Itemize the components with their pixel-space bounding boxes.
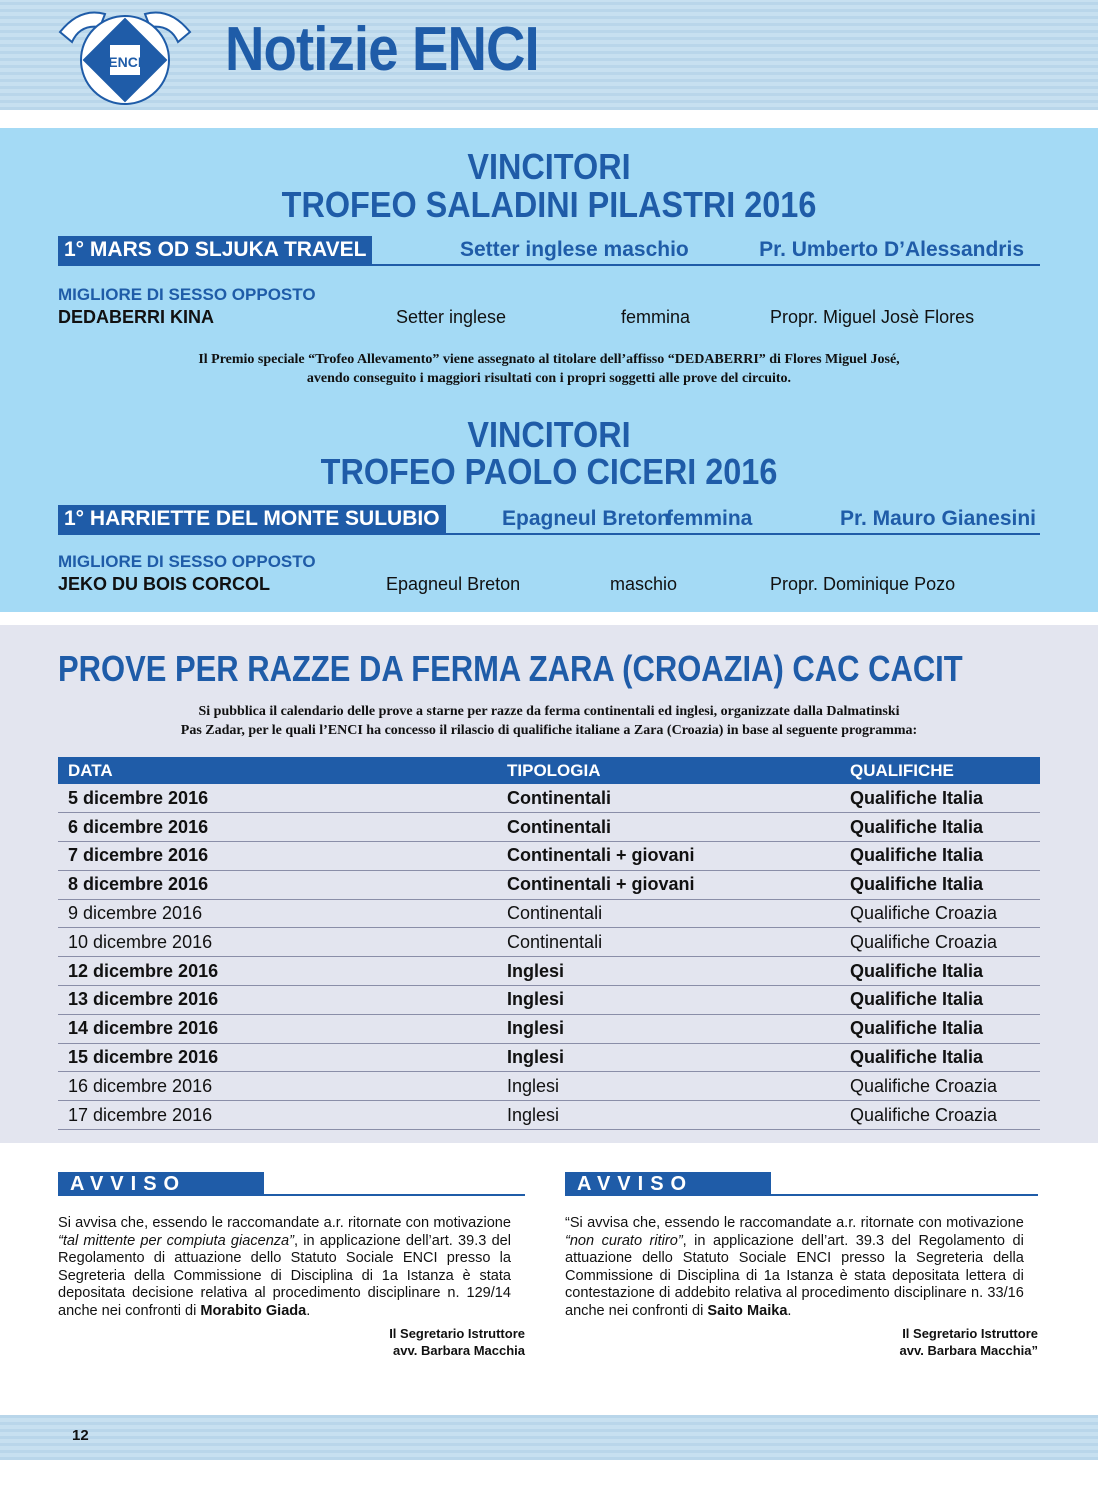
sig-role: Il Segretario Istruttore	[389, 1326, 525, 1341]
prove-intro	[0, 702, 1098, 740]
avviso-title: AVVISO	[565, 1172, 771, 1196]
intro-line-2: Pas Zadar, per le quali l’ENCI ha concesso il rilascio di qualifiche italiane a Zara (Croazia) in base al seguente programma:	[180, 723, 918, 738]
body-end: .	[306, 1301, 311, 1319]
page-footer	[0, 1415, 1098, 1460]
cell-data: 6 dicembre 2016	[58, 813, 497, 842]
cell-qualifiche: Qualifiche Italia	[840, 784, 1040, 813]
cell-data: 7 dicembre 2016	[58, 842, 497, 871]
body-text: Si avvisa che, essendo le raccomandate a.r. ritornate con motivazione	[58, 1214, 511, 1231]
body-text: “Si avvisa che, essendo le raccomandate a.r. ritornate con motivazione	[565, 1214, 1024, 1231]
cell-tipologia: Continentali	[497, 784, 840, 813]
cell-qualifiche: Qualifiche Italia	[840, 1014, 1040, 1043]
svg-text:ENCI: ENCI	[108, 54, 142, 70]
cell-qualifiche: Qualifiche Italia	[840, 986, 1040, 1015]
cell-qualifiche: Qualifiche Croazia	[840, 1072, 1040, 1101]
cell-tipologia: Inglesi	[497, 1014, 840, 1043]
prove-title: PROVE PER RAZZE DA FERMA ZARA (CROAZIA) CAC CACIT	[58, 648, 963, 689]
table-row	[58, 986, 1040, 1015]
body-end: .	[787, 1301, 792, 1319]
table-row	[58, 1043, 1040, 1072]
cell-tipologia: Inglesi	[497, 1101, 840, 1130]
saladini-heading: VINCITORI	[467, 146, 631, 187]
body-name: Saito Maika	[707, 1301, 788, 1319]
ciceri-title: TROFEO PAOLO CICERI 2016	[320, 451, 778, 492]
cell-qualifiche: Qualifiche Italia	[840, 842, 1040, 871]
cell-data: 9 dicembre 2016	[58, 899, 497, 928]
saladini-title: TROFEO SALADINI PILASTRI 2016	[281, 184, 817, 225]
cell-data: 15 dicembre 2016	[58, 1043, 497, 1072]
signature	[565, 1325, 1038, 1359]
table-row	[58, 1072, 1040, 1101]
body-name: Morabito Giada	[200, 1301, 307, 1319]
mso-name: DEDABERRI KINA	[58, 307, 215, 327]
mso-label: MIGLIORE DI SESSO OPPOSTO	[58, 552, 316, 571]
cell-tipologia: Continentali + giovani	[497, 870, 840, 899]
avviso-2	[565, 1172, 1038, 1359]
table-row	[58, 813, 1040, 842]
table-row	[58, 842, 1040, 871]
winner-name: 1° HARRIETTE DEL MONTE SULUBIO	[58, 505, 446, 533]
col-tipologia: TIPOLOGIA	[497, 757, 840, 784]
enci-logo	[50, 2, 200, 106]
saladini-winner-row	[58, 236, 1040, 266]
winner-owner: Pr. Umberto D’Alessandris	[759, 238, 1024, 261]
note-line-1: Il Premio speciale “Trofeo Allevamento” viene assegnato al titolare dell’affisso “DEDABERRI” di Flores Miguel José,	[198, 352, 900, 367]
avviso-header	[565, 1172, 1038, 1196]
mso-label: MIGLIORE DI SESSO OPPOSTO	[58, 285, 316, 304]
winner-breed: Epagneul Breton	[502, 507, 671, 530]
sig-name: avv. Barbara Macchia	[393, 1343, 525, 1358]
page-header	[0, 0, 1098, 110]
winner-owner: Pr. Mauro Gianesini	[839, 507, 1036, 530]
cell-data: 8 dicembre 2016	[58, 870, 497, 899]
cell-tipologia: Inglesi	[497, 1072, 840, 1101]
page-number: 12	[72, 1427, 89, 1444]
mso-sex: femmina	[621, 307, 691, 327]
mso-breed: Epagneul Breton	[386, 574, 521, 594]
body-quote: “non curato ritiro”	[565, 1231, 683, 1249]
cell-qualifiche: Qualifiche Croazia	[840, 899, 1040, 928]
cell-data: 16 dicembre 2016	[58, 1072, 497, 1101]
cell-data: 14 dicembre 2016	[58, 1014, 497, 1043]
winner-name: 1° MARS OD SLJUKA TRAVEL	[58, 236, 372, 264]
avviso-body	[58, 1214, 511, 1319]
signature	[58, 1325, 525, 1359]
table-row	[58, 1014, 1040, 1043]
ciceri-winner-row	[58, 505, 1040, 535]
body-text: , in applicazione dell’art. 39.3 del Regolamento di attuazione dello Statuto Sociale ENCI presso la Segreteria della Commissione di Disciplina di 1a Istanza è stata depositata decisione relativa al procedimento disciplinare n. 129/14 anche nei confronti di	[58, 1231, 511, 1319]
table-header-row	[58, 757, 1040, 784]
mso-name: JEKO DU BOIS CORCOL	[58, 574, 271, 594]
avviso-title: AVVISO	[58, 1172, 264, 1196]
winner-breed: Setter inglese maschio	[460, 238, 689, 261]
cell-tipologia: Continentali	[497, 928, 840, 957]
intro-line-1: Si pubblica il calendario delle prove a starne per razze da ferma continentali ed inglesi, organizzate dalla Dalmatinski	[198, 704, 900, 719]
cell-data: 5 dicembre 2016	[58, 784, 497, 813]
cell-tipologia: Continentali	[497, 899, 840, 928]
cell-qualifiche: Qualifiche Italia	[840, 870, 1040, 899]
table-row	[58, 899, 1040, 928]
cell-data: 10 dicembre 2016	[58, 928, 497, 957]
avviso-body	[565, 1214, 1024, 1319]
col-qualifiche: QUALIFICHE	[840, 757, 1040, 784]
mso-breed: Setter inglese	[396, 307, 507, 327]
cell-qualifiche: Qualifiche Croazia	[840, 928, 1040, 957]
cell-tipologia: Continentali + giovani	[497, 842, 840, 871]
cell-qualifiche: Qualifiche Italia	[840, 957, 1040, 986]
cell-data: 13 dicembre 2016	[58, 986, 497, 1015]
cell-tipologia: Inglesi	[497, 1043, 840, 1072]
sig-role: Il Segretario Istruttore	[902, 1326, 1038, 1341]
cell-data: 12 dicembre 2016	[58, 957, 497, 986]
page-title: Notizie ENCI	[225, 15, 539, 84]
avviso-header	[58, 1172, 525, 1196]
body-quote: “tal mittente per compiuta giacenza”	[58, 1231, 294, 1249]
cell-tipologia: Inglesi	[497, 957, 840, 986]
winner-sex: femmina	[666, 507, 753, 530]
table-row	[58, 1101, 1040, 1130]
sig-name: avv. Barbara Macchia”	[899, 1343, 1038, 1358]
schedule-table	[58, 757, 1040, 1130]
ciceri-heading: VINCITORI	[467, 414, 631, 455]
table-row	[58, 870, 1040, 899]
cell-qualifiche: Qualifiche Croazia	[840, 1101, 1040, 1130]
mso-owner: Propr. Miguel Josè Flores	[770, 307, 975, 327]
note-line-2: avendo conseguito i maggiori risultati con i propri soggetti alle prove del circuito.	[306, 371, 792, 386]
cell-tipologia: Inglesi	[497, 986, 840, 1015]
avviso-1	[58, 1172, 525, 1359]
mso-owner: Propr. Dominique Pozo	[770, 574, 956, 594]
table-row	[58, 784, 1040, 813]
cell-tipologia: Continentali	[497, 813, 840, 842]
body-text: , in applicazione dell’art. 39.3 del Regolamento di attuazione dello Statuto Sociale ENCI presso la Segreteria della Commissione di Disciplina di 1a Istanza è stata depositata lettera di contestazione di addebito relativa al procedimento disciplinare n. 33/16 anche nei confronti di	[565, 1231, 1024, 1319]
cell-data: 17 dicembre 2016	[58, 1101, 497, 1130]
mso-sex: maschio	[610, 574, 678, 594]
table-row	[58, 928, 1040, 957]
col-data: DATA	[58, 757, 497, 784]
cell-qualifiche: Qualifiche Italia	[840, 1043, 1040, 1072]
table-row	[58, 957, 1040, 986]
cell-qualifiche: Qualifiche Italia	[840, 813, 1040, 842]
